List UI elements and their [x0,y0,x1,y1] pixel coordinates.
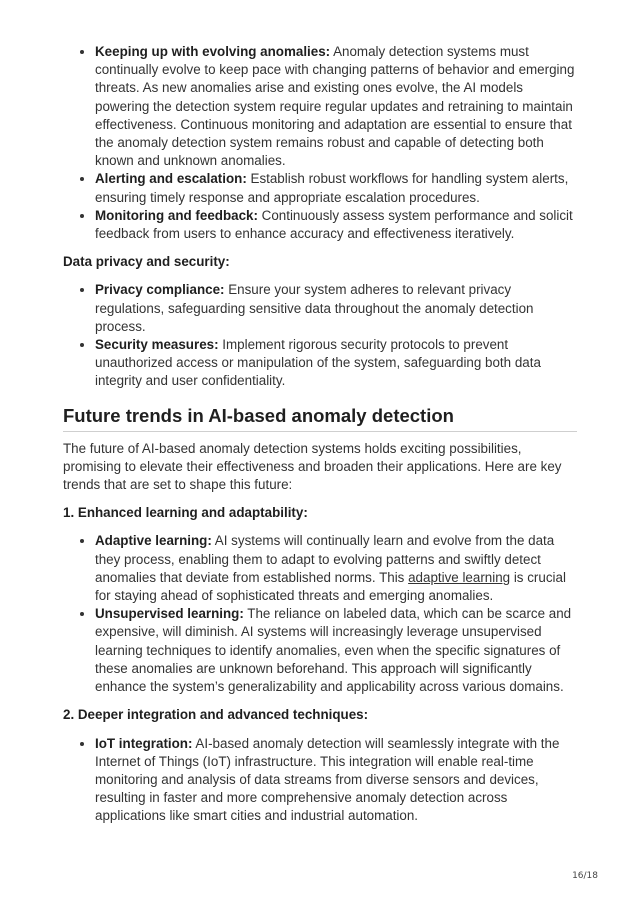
list-item [95,170,577,206]
item-title: Security measures: [95,337,219,353]
item-title: Adaptive learning: [95,533,212,549]
item-title: IoT integration: [95,735,193,751]
list-item [95,207,577,243]
adaptive-learning-link[interactable]: adaptive learning [408,569,511,585]
trend1-heading: 1. Enhanced learning and adaptability: [63,505,308,521]
item-title: Alerting and escalation: [95,171,247,187]
item-text: Establish robust workflows for handling system alerts, ensuring timely response and appropriate escalation procedures. [95,171,569,205]
item-text: AI systems will continually learn and evolve from the data they process, enabling them to adapt to evolving patterns and swiftly detect anomalies that deviate from established norms. This [95,533,555,585]
trend2-heading: 2. Deeper integration and advanced techniques: [63,707,369,723]
item-text: is crucial for staying ahead of sophisticated threats and emerging anomalies. [95,569,566,604]
item-title: Keeping up with evolving anomalies: [95,44,331,59]
item-title: Monitoring and feedback: [95,207,258,223]
list-item [95,605,577,696]
item-text: Ensure your system adheres to relevant privacy regulations, safeguarding sensitive data throughout the anomaly detection process. [95,282,534,334]
item-text: Continuously assess system performance and solicit feedback from users to enhance accuracy and effectiveness iteratively. [95,207,573,242]
page-number: 16/18 [572,870,598,881]
list-item [95,336,577,391]
item-title: Unsupervised learning: [95,606,244,622]
section-title: Future trends in AI-based anomaly detection [63,404,577,432]
list-item [95,735,577,826]
document-page [63,43,577,826]
item-text: The reliance on labeled data, which can be scarce and expensive, will diminish. AI systems will increasingly leverage unsupervised learning techniques to identify anomalies, even when the specific signatures of these anomalies are unknown beforehand. This approach will significantly enhance the system’s generalizability and applicability across various domains. [95,606,572,695]
privacy-bullet-list [63,281,577,390]
list-item [95,281,577,336]
bullet-list-top [63,43,577,243]
item-text: AI-based anomaly detection will seamlessly integrate with the Internet of Things (IoT) infrastructure. This integration will enable real-time monitoring and analysis of data streams from diverse sensors and devices, resulting in faster and more comprehensive anomaly detection across applications like smart cities and industrial automation. [95,735,560,824]
item-title: Privacy compliance: [95,282,225,298]
item-text: Anomaly detection systems must continually evolve to keep pace with changing patterns of behavior and emerging threats. As new anomalies arise and existing ones evolve, the AI models powering the detection system require regular updates and retraining to maintain effectiveness. Continuous monitoring and adaptation are essential to ensure that the anomaly detection system remains robust and capable of detecting both known and unknown anomalies. [95,44,575,169]
list-item [95,532,577,605]
list-item [95,43,577,170]
privacy-heading: Data privacy and security: [63,254,230,270]
section-intro: The future of AI-based anomaly detection systems holds exciting possibilities, promising to elevate their effectiveness and broaden their applications. Here are key trends that are set to shape this future: [63,440,562,493]
trend2-bullet-list [63,735,577,826]
trend1-bullet-list [63,532,577,696]
item-text: Implement rigorous security protocols to prevent unauthorized access or manipulation of the system, safeguarding both data integrity and user confidentiality. [95,337,541,389]
